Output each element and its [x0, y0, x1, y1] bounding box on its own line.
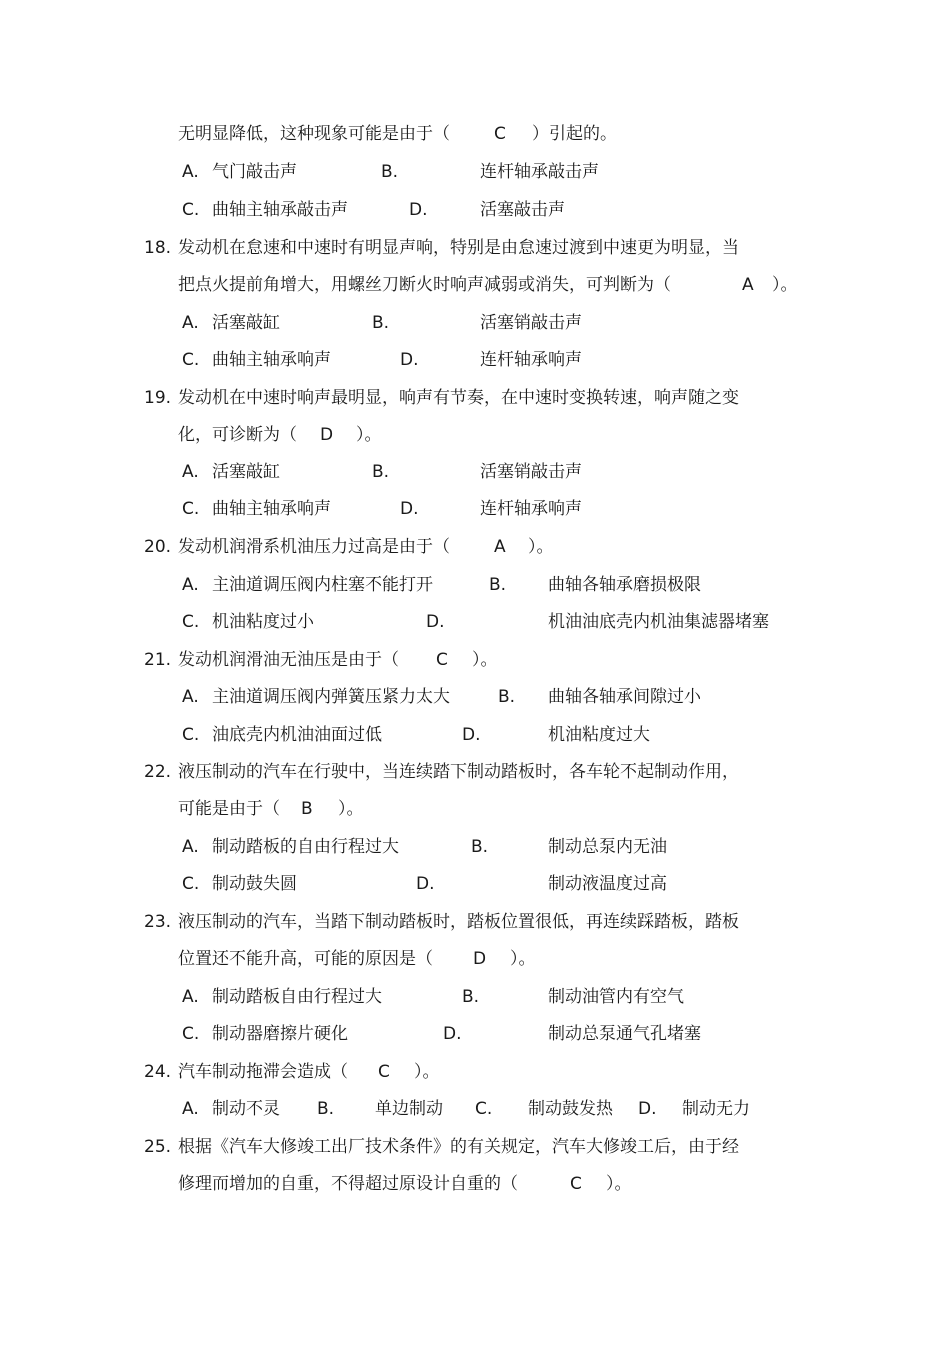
- question-18-end: ）。: [772, 275, 798, 295]
- question-number-24: 24.: [144, 1062, 172, 1082]
- question-21-text: 发动机润滑油无油压是由于（: [178, 650, 399, 670]
- question-18-text-2: 把点火提前角增大，用螺丝刀断火时响声减弱或消失，可判断为（: [178, 275, 671, 295]
- question-20-end: ）。: [528, 537, 554, 557]
- option-b-label: B.: [372, 462, 390, 482]
- option-a-label: A.: [182, 987, 199, 1007]
- option-b-text: 制动总泵内无油: [548, 837, 667, 857]
- question-19-text-2: 化，可诊断为（: [178, 425, 297, 445]
- option-b-text: 曲轴各轴承间隙过小: [548, 687, 701, 707]
- question-number-21: 21.: [144, 650, 172, 670]
- question-22-text-2: 可能是由于（: [178, 799, 280, 819]
- option-a-text: 制动踏板的自由行程过大: [212, 837, 399, 857]
- option-b-label: B.: [498, 687, 516, 707]
- option-b-label: B.: [489, 575, 507, 595]
- answer-25: C: [570, 1174, 582, 1194]
- option-b-label: B.: [462, 987, 480, 1007]
- question-number-23: 23.: [144, 912, 172, 932]
- option-d-text: 机油油底壳内机油集滤器堵塞: [548, 612, 769, 632]
- option-d-label: D.: [400, 350, 419, 370]
- option-b-label: B.: [471, 837, 489, 857]
- option-a-text: 主油道调压阀内弹簧压紧力太大: [212, 687, 450, 707]
- question-17-end: ）引起的。: [532, 124, 617, 144]
- question-20-text: 发动机润滑系机油压力过高是由于（: [178, 537, 450, 557]
- question-23-text: 液压制动的汽车，当踏下制动踏板时，踏板位置很低，再连续踩踏板，踏板: [178, 912, 739, 932]
- question-21-end: ）。: [472, 650, 498, 670]
- option-d-label: D.: [416, 874, 435, 894]
- question-25-text-2: 修理而增加的自重，不得超过原设计自重的（: [178, 1174, 518, 1194]
- option-b-label: B.: [372, 313, 390, 333]
- option-a-text: 制动踏板自由行程过大: [212, 987, 382, 1007]
- option-b-text: 制动油管内有空气: [548, 987, 684, 1007]
- question-23-text-2: 位置还不能升高，可能的原因是（: [178, 949, 433, 969]
- answer-24: C: [378, 1062, 390, 1082]
- option-b-label: B.: [381, 162, 399, 182]
- answer-18: A: [742, 275, 754, 295]
- option-a-text: 气门敲击声: [212, 162, 297, 182]
- option-d-text: 制动总泵通气孔堵塞: [548, 1024, 701, 1044]
- question-25-end: ）。: [606, 1174, 632, 1194]
- option-b-text: 连杆轴承敲击声: [480, 162, 599, 182]
- option-c-text: 曲轴主轴承敲击声: [212, 200, 348, 220]
- option-c-text: 制动鼓发热: [528, 1099, 613, 1119]
- question-number-19: 19.: [144, 388, 172, 408]
- question-24-text: 汽车制动拖滞会造成（: [178, 1062, 348, 1082]
- answer-21: C: [436, 650, 448, 670]
- option-a-label: A.: [182, 687, 199, 707]
- option-b-text: 曲轴各轴承磨损极限: [548, 575, 701, 595]
- answer-22: B: [301, 799, 313, 819]
- option-c-label: C.: [182, 1024, 200, 1044]
- option-a-label: A.: [182, 462, 199, 482]
- option-d-text: 连杆轴承响声: [480, 350, 582, 370]
- question-23-end: ）。: [510, 949, 536, 969]
- question-22-end: ）。: [338, 799, 364, 819]
- option-d-text: 连杆轴承响声: [480, 499, 582, 519]
- option-a-label: A.: [182, 313, 199, 333]
- option-c-label: C.: [182, 350, 200, 370]
- question-24-end: ）。: [414, 1062, 440, 1082]
- option-c-label: C.: [182, 612, 200, 632]
- question-19-text: 发动机在中速时响声最明显，响声有节奏，在中速时变换转速，响声随之变: [178, 388, 739, 408]
- option-a-label: A.: [182, 575, 199, 595]
- option-a-text: 活塞敲缸: [212, 313, 280, 333]
- option-c-text: 制动鼓失圆: [212, 874, 297, 894]
- option-d-label: D.: [426, 612, 445, 632]
- option-a-text: 活塞敲缸: [212, 462, 280, 482]
- option-b-text: 活塞销敲击声: [480, 462, 582, 482]
- option-a-label: A.: [182, 162, 199, 182]
- option-c-label: C.: [182, 725, 200, 745]
- question-22-text: 液压制动的汽车在行驶中，当连续踏下制动踏板时，各车轮不起制动作用，: [178, 762, 739, 782]
- option-d-label: D.: [409, 200, 428, 220]
- option-a-label: A.: [182, 1099, 199, 1119]
- option-b-text: 活塞销敲击声: [480, 313, 582, 333]
- answer-23: D: [473, 949, 487, 969]
- option-c-text: 机油粘度过小: [212, 612, 314, 632]
- option-c-label: C.: [182, 874, 200, 894]
- option-d-label: D.: [443, 1024, 462, 1044]
- option-d-text: 机油粘度过大: [548, 725, 650, 745]
- option-c-label: C.: [475, 1099, 493, 1119]
- question-18-text: 发动机在怠速和中速时有明显声响，特别是由怠速过渡到中速更为明显，当: [178, 238, 739, 258]
- question-number-22: 22.: [144, 762, 172, 782]
- question-19-end: ）。: [356, 425, 382, 445]
- option-a-text: 制动不灵: [212, 1099, 280, 1119]
- option-d-label: D.: [638, 1099, 657, 1119]
- option-b-text: 单边制动: [375, 1099, 443, 1119]
- question-number-20: 20.: [144, 537, 172, 557]
- option-a-label: A.: [182, 837, 199, 857]
- option-c-label: C.: [182, 499, 200, 519]
- question-number-25: 25.: [144, 1137, 172, 1157]
- option-c-text: 油底壳内机油油面过低: [212, 725, 382, 745]
- option-b-label: B.: [317, 1099, 335, 1119]
- question-17-continuation: 无明显降低，这种现象可能是由于（: [178, 124, 450, 144]
- option-c-label: C.: [182, 200, 200, 220]
- option-d-text: 制动无力: [682, 1099, 750, 1119]
- answer-19: D: [320, 425, 334, 445]
- option-d-text: 活塞敲击声: [480, 200, 565, 220]
- answer-20: A: [494, 537, 506, 557]
- option-c-text: 曲轴主轴承响声: [212, 499, 331, 519]
- option-c-text: 曲轴主轴承响声: [212, 350, 331, 370]
- option-c-text: 制动器磨擦片硬化: [212, 1024, 348, 1044]
- option-d-label: D.: [400, 499, 419, 519]
- question-number-18: 18.: [144, 238, 172, 258]
- answer-17: C: [494, 124, 506, 144]
- option-d-text: 制动液温度过高: [548, 874, 667, 894]
- option-a-text: 主油道调压阀内柱塞不能打开: [212, 575, 433, 595]
- question-25-text: 根据《汽车大修竣工出厂技术条件》的有关规定，汽车大修竣工后，由于经: [178, 1137, 739, 1157]
- option-d-label: D.: [462, 725, 481, 745]
